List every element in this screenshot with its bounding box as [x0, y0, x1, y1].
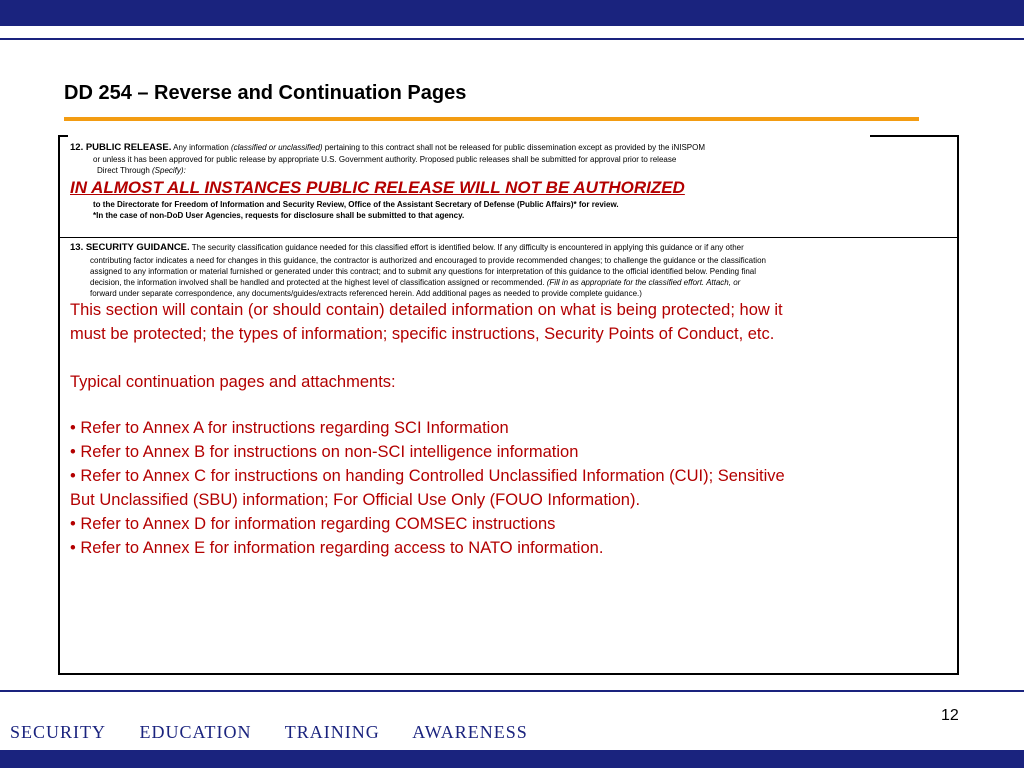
bottom-navy-line — [0, 690, 1024, 692]
footer-word-awareness: AWARENESS — [412, 722, 528, 742]
frame-top-edge-right — [870, 135, 957, 137]
section13-line3: assigned to any information or material furnished or generated under this contract; and to submit any questions for interpretation of this guidance to the official identified below. Pending final — [90, 267, 757, 276]
section12-line2: or unless it has been approved for public release by appropriate U.S. Government authority. Proposed public releases shall be submitted for approval prior to release — [93, 155, 677, 164]
guidance-paragraph-line2: must be protected; the types of information; specific instructions, Security Points of Conduct, etc. — [70, 325, 775, 343]
section13-text-1: The security classification guidance needed for this classified effort is identified below. If any difficulty is encountered in applying this guidance or if any other — [191, 243, 744, 252]
slide-title: DD 254 – Reverse and Continuation Pages — [64, 82, 467, 104]
section12-line3 — [97, 166, 186, 176]
annex-bullet-e: • Refer to Annex E for information regarding access to NATO information. — [70, 539, 604, 557]
footer-word-education: EDUCATION — [139, 722, 252, 742]
section13-text-4b: (Fill in as appropriate for the classified effort. Attach, or — [546, 278, 741, 287]
section12-line1 — [70, 143, 705, 153]
page-number: 12 — [941, 707, 959, 724]
section13-line2: contributing factor indicates a need for changes in this guidance, the contractor is authorized and encouraged to provide recommended changes; to challenge the guidance or the classification — [90, 256, 766, 265]
section12-heading: 12. PUBLIC RELEASE. — [70, 142, 172, 153]
section12-text-a: Any information — [173, 143, 229, 152]
section12-direct-through: Direct Through — [97, 166, 150, 175]
annex-bullet-c-continued: But Unclassified (SBU) information; For Official Use Only (FOUO Information). — [70, 491, 641, 509]
section12-line4: to the Directorate for Freedom of Information and Security Review, Office of the Assistant Secretary of Defense (Public Affairs)* for review. — [93, 200, 619, 209]
section13-line5: forward under separate correspondence, any documents/guides/extracts referenced herein. Add additional pages as needed to provide complete guidance.) — [90, 289, 642, 298]
annex-bullet-c: • Refer to Annex C for instructions on handing Controlled Unclassified Information (CUI); Sensitive — [70, 467, 785, 485]
footer-word-training: TRAINING — [284, 722, 380, 742]
section13-text-4a: decision, the information involved shall be handled and protected at the highest level of classification assigned or recommended. — [90, 278, 545, 287]
annex-bullet-b: • Refer to Annex B for instructions on non-SCI intelligence information — [70, 443, 579, 461]
section13-heading: 13. SECURITY GUIDANCE. — [70, 242, 190, 253]
footer-tagline — [10, 722, 556, 743]
guidance-paragraph-line1: This section will contain (or should contain) detailed information on what is being protected; how it — [70, 301, 783, 319]
frame-top-edge-left — [58, 135, 68, 137]
title-orange-rule — [64, 117, 919, 121]
top-navy-band — [0, 0, 1024, 26]
section13-line4 — [90, 278, 740, 288]
footer-word-security: SECURITY — [10, 722, 107, 742]
top-navy-line — [0, 38, 1024, 40]
section12-text-c: pertaining to this contract shall not be released for public dissemination except as provided by the iNISPOM — [324, 143, 705, 152]
section13-line1 — [70, 243, 744, 253]
section12-text-b: (classified or unclassified) — [230, 143, 323, 152]
annex-bullet-d: • Refer to Annex D for information regarding COMSEC instructions — [70, 515, 556, 533]
annex-bullet-a: • Refer to Annex A for instructions regarding SCI Information — [70, 419, 509, 437]
bottom-navy-band — [0, 750, 1024, 768]
section12-specify: (Specify): — [152, 166, 186, 175]
section12-line5: *In the case of non-DoD User Agencies, requests for disclosure shall be submitted to that agency. — [93, 211, 465, 220]
public-release-warning: IN ALMOST ALL INSTANCES PUBLIC RELEASE WILL NOT BE AUTHORIZED — [70, 178, 685, 197]
section-divider — [60, 237, 957, 238]
continuation-pages-heading: Typical continuation pages and attachments: — [70, 373, 396, 391]
